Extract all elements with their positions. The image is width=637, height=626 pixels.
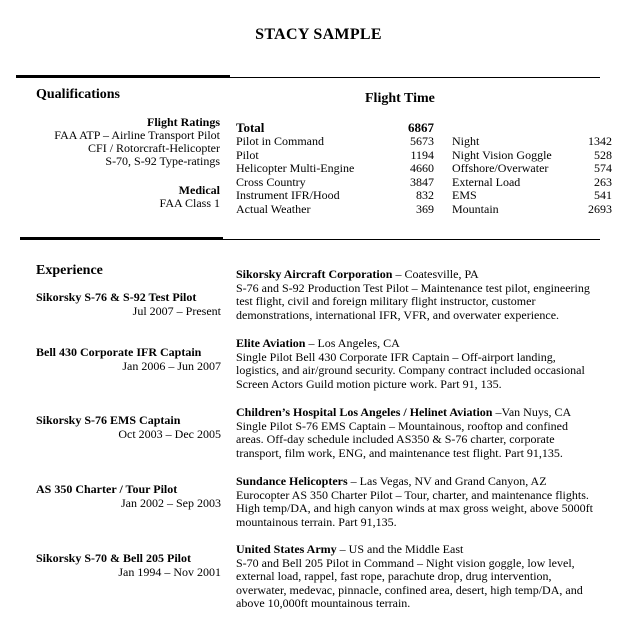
company-name: United States Army xyxy=(236,542,337,556)
section-divider-thin xyxy=(230,77,600,78)
company-location: – US and the Middle East xyxy=(336,542,464,556)
hours-label: Instrument IFR/Hood xyxy=(236,188,340,203)
job-dates: Jan 1994 – Nov 2001 xyxy=(118,565,221,579)
company-location: – Coatesville, PA xyxy=(392,267,479,281)
flight-time-row xyxy=(236,203,612,217)
qualifications-heading: Qualifications xyxy=(36,87,121,102)
job-description xyxy=(236,543,596,611)
hours-label: Helicopter Multi-Engine xyxy=(236,161,355,176)
hours-label: Night xyxy=(452,134,480,148)
company-name: Elite Aviation xyxy=(236,336,306,350)
hours-value: 1194 xyxy=(410,147,434,162)
resume-name: STACY SAMPLE xyxy=(255,26,382,43)
job-details: S-76 and S-92 Production Test Pilot – Maintenance test pilot, engineering test flight, civil and foreign military flight instructor, customer demonstrations, international IFR, VFR, and overwater experience. xyxy=(236,280,590,322)
hours-label: Mountain xyxy=(452,201,499,216)
section-divider-thick xyxy=(16,75,230,78)
section-divider-thin xyxy=(223,239,600,240)
company-name: Sikorsky Aircraft Corporation xyxy=(236,267,393,281)
hours-value: 574 xyxy=(594,161,612,176)
company-name: Sundance Helicopters xyxy=(236,474,348,488)
flight-time-heading: Flight Time xyxy=(365,91,435,106)
experience-heading: Experience xyxy=(36,263,103,278)
job-role xyxy=(36,551,221,579)
hours-value: 832 xyxy=(416,188,434,203)
job-description xyxy=(236,337,596,391)
hours-value: 2693 xyxy=(588,201,612,216)
hours-value: 528 xyxy=(594,147,612,162)
flight-ratings-block xyxy=(20,116,220,168)
job-role xyxy=(36,413,221,441)
job-details: S-70 and Bell 205 Pilot in Command – Night vision goggle, low level, external load, rappel, fast rope, parachute drop, drug intervention, overwater, medevac, pinnacle, confined area, desert, high temp/DA, and above 10,000ft mountainous terrain. xyxy=(236,555,583,611)
flight-time-row xyxy=(236,135,612,149)
job-description xyxy=(236,406,596,460)
section-divider-thick xyxy=(20,237,223,240)
hours-value: 1342 xyxy=(588,134,612,148)
rating-item: FAA ATP – Airline Transport Pilot xyxy=(54,128,220,142)
job-role xyxy=(36,345,221,373)
job-title: AS 350 Charter / Tour Pilot xyxy=(36,482,178,496)
flight-time-row xyxy=(236,176,612,190)
company-location: – Las Vegas, NV and Grand Canyon, AZ xyxy=(347,474,547,488)
job-title: Sikorsky S-76 & S-92 Test Pilot xyxy=(36,290,197,304)
hours-value: 5673 xyxy=(410,134,434,148)
total-value: 6867 xyxy=(408,120,434,135)
total-label: Total xyxy=(236,120,265,135)
job-dates: Oct 2003 – Dec 2005 xyxy=(118,427,221,441)
flight-time-row xyxy=(236,189,612,203)
flight-ratings-heading: Flight Ratings xyxy=(146,115,220,129)
medical-heading: Medical xyxy=(178,183,220,197)
flight-time-row xyxy=(236,149,612,163)
hours-label: Night Vision Goggle xyxy=(452,147,552,162)
medical-block xyxy=(20,184,220,210)
job-title: Sikorsky S-76 EMS Captain xyxy=(36,413,181,427)
flight-time-table xyxy=(236,120,612,217)
hours-value: 4660 xyxy=(410,161,434,176)
job-dates: Jul 2007 – Present xyxy=(132,304,221,318)
job-role xyxy=(36,290,221,318)
job-details: Single Pilot S-76 EMS Captain – Mountainous, rooftop and confined areas. Off-day schedule included AS350 & S-76 charter, corporate transport, film work, ENG, and maintenance test flight. Part 91,135. xyxy=(236,418,568,460)
medical-item: FAA Class 1 xyxy=(159,196,220,210)
job-details: Single Pilot Bell 430 Corporate IFR Captain – Off-airport landing, logistics, and air/ground security. Company contract included occasional Screen Actors Guild motion picture work. Part 91, 135. xyxy=(236,349,585,391)
job-title: Sikorsky S-70 & Bell 205 Pilot xyxy=(36,551,192,565)
job-description xyxy=(236,268,596,322)
hours-label: Offshore/Overwater xyxy=(452,161,549,176)
hours-label: Pilot in Command xyxy=(236,134,325,148)
job-title: Bell 430 Corporate IFR Captain xyxy=(36,345,202,359)
hours-label: Pilot xyxy=(236,147,259,162)
hours-label: Cross Country xyxy=(236,174,306,189)
company-location: – Los Angeles, CA xyxy=(305,336,400,350)
hours-value: 263 xyxy=(594,174,612,189)
job-dates: Jan 2006 – Jun 2007 xyxy=(122,359,221,373)
hours-label: Actual Weather xyxy=(236,201,311,216)
hours-label: EMS xyxy=(452,188,477,203)
flight-time-row xyxy=(236,162,612,176)
company-location: –Van Nuys, CA xyxy=(492,405,572,419)
rating-item: CFI / Rotorcraft-Helicopter xyxy=(88,141,220,155)
job-role xyxy=(36,482,221,510)
rating-item: S-70, S-92 Type-ratings xyxy=(105,154,220,168)
hours-value: 369 xyxy=(416,201,434,216)
job-details: Eurocopter AS 350 Charter Pilot – Tour, charter, and maintenance flights. High temp/DA, and high canyon winds at max gross weight, above 5000ft mountainous terrain. Part 91,135. xyxy=(236,487,593,529)
company-name: Children’s Hospital Los Angeles / Helinet Aviation xyxy=(236,405,493,419)
job-description xyxy=(236,475,596,529)
hours-value: 541 xyxy=(594,188,612,203)
flight-time-total-row xyxy=(236,120,612,135)
hours-label: External Load xyxy=(452,174,521,189)
hours-value: 3847 xyxy=(410,174,434,189)
job-dates: Jan 2002 – Sep 2003 xyxy=(121,496,221,510)
